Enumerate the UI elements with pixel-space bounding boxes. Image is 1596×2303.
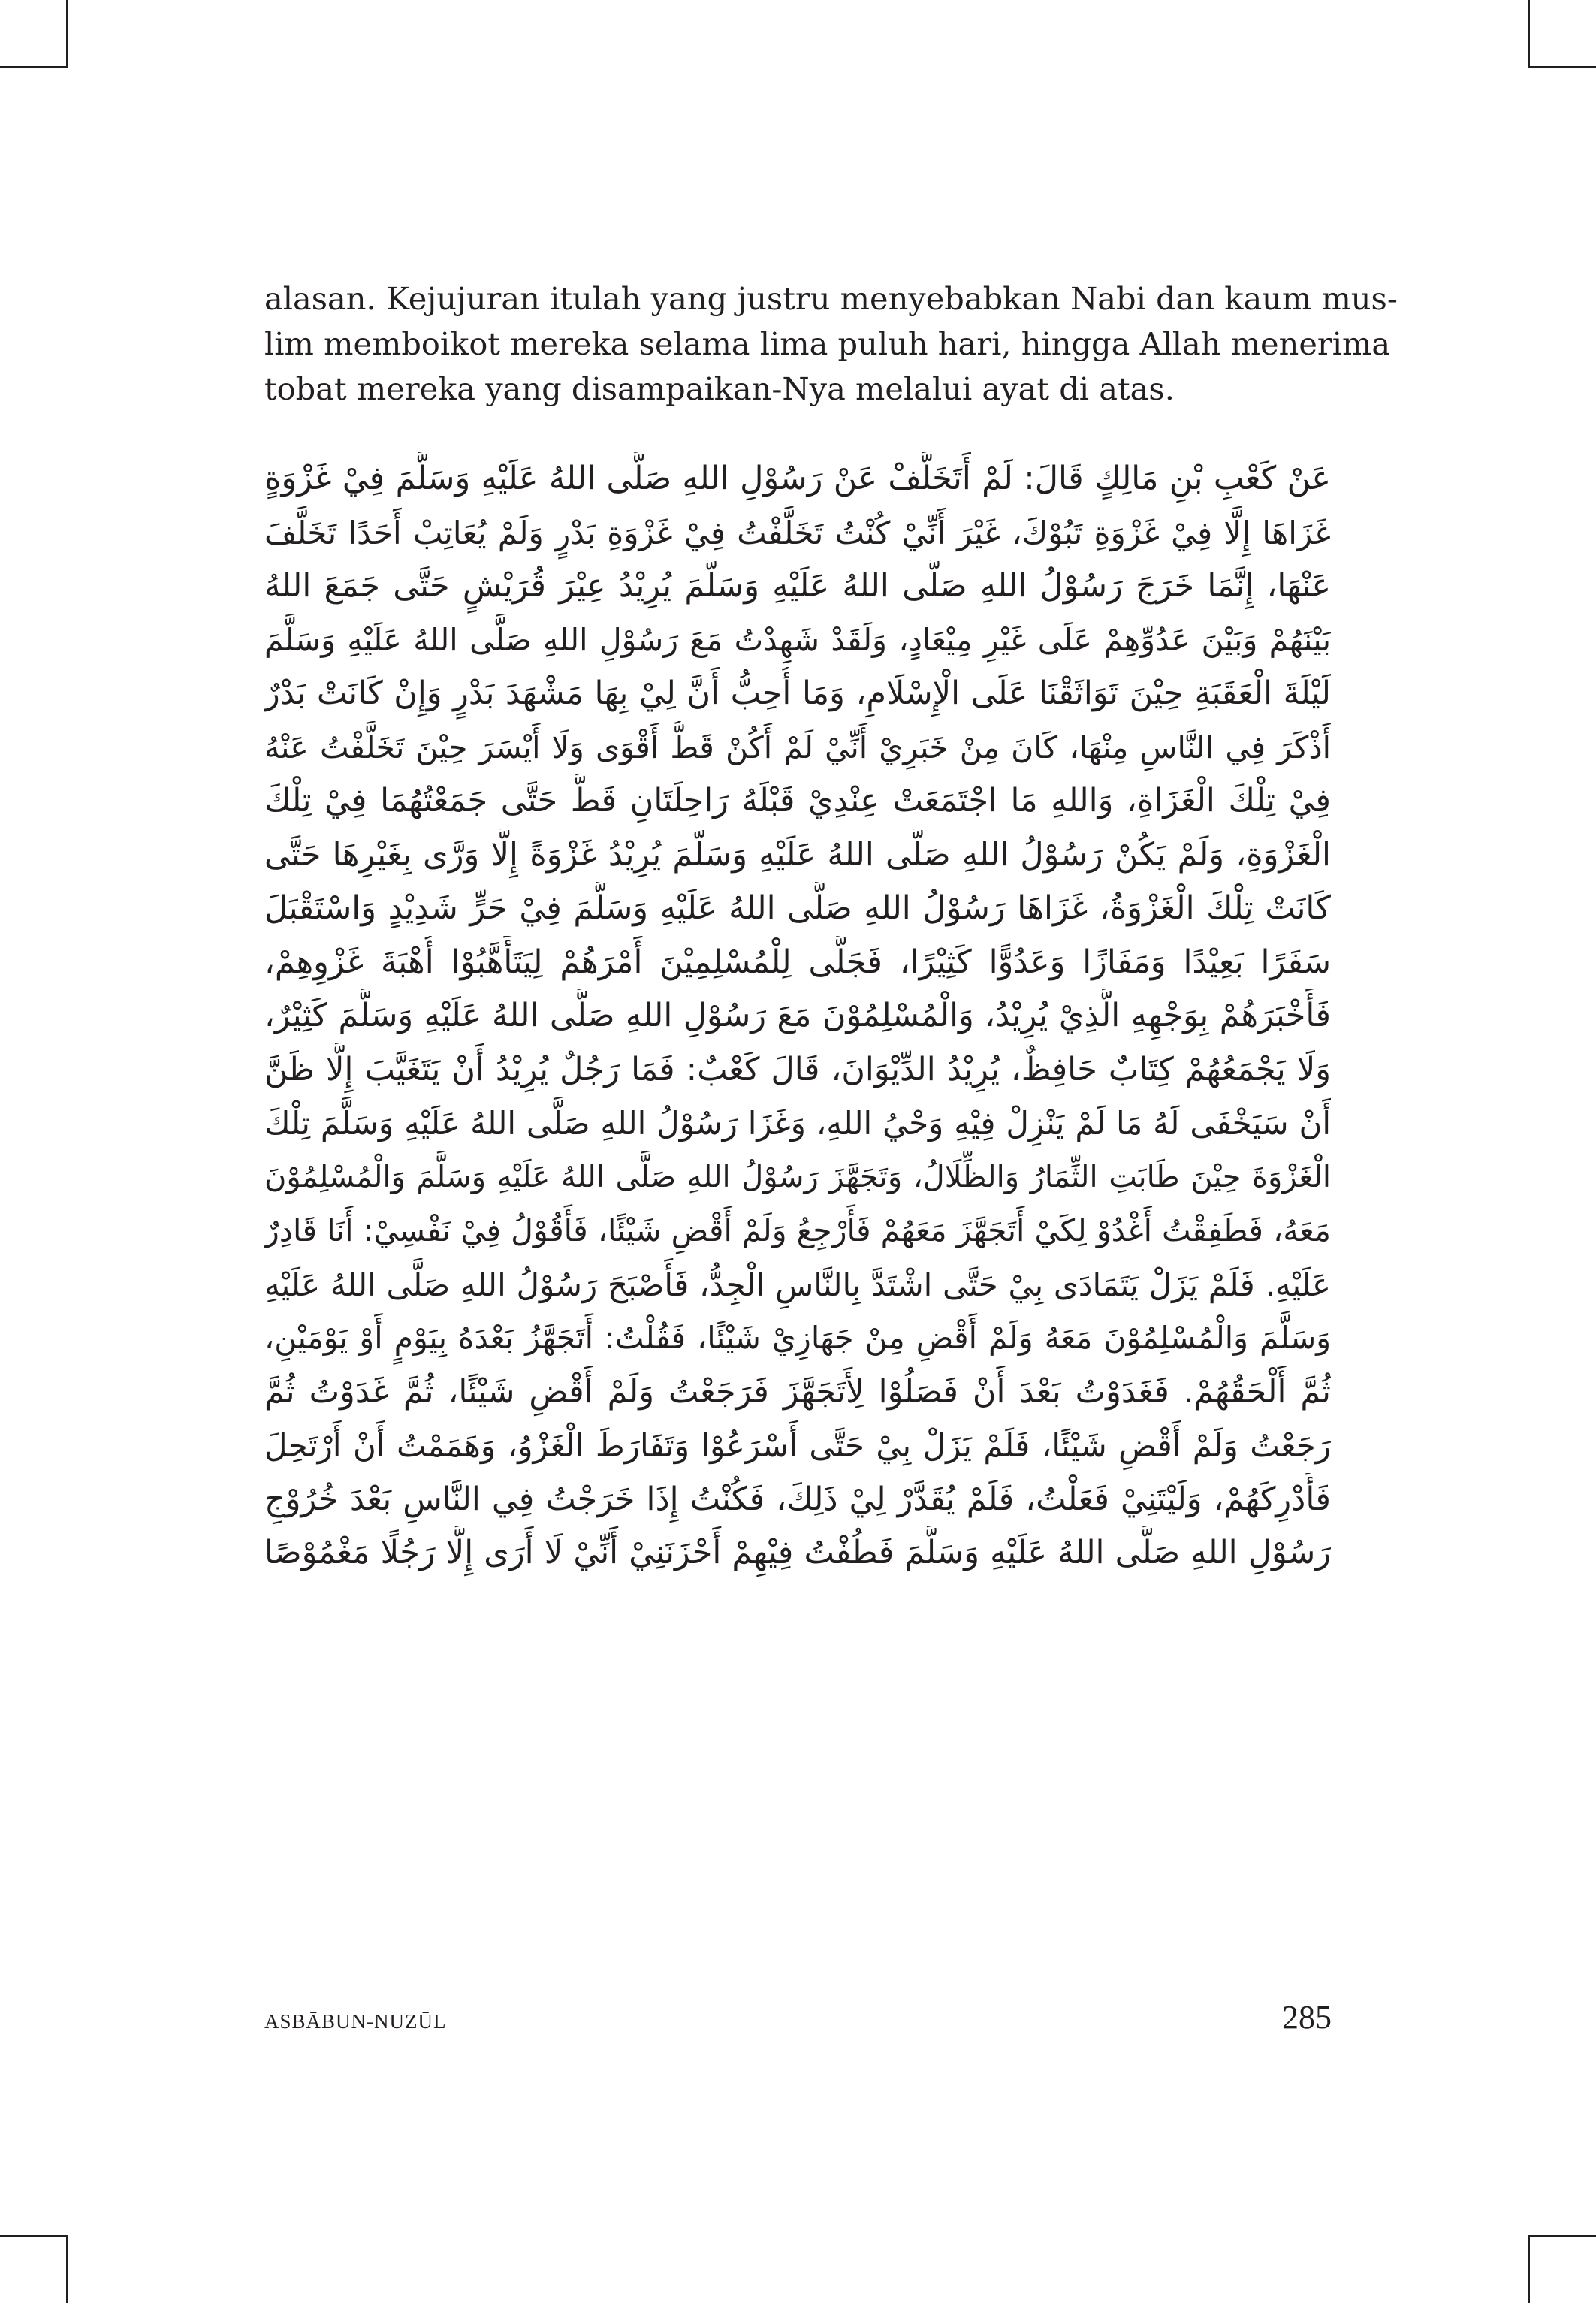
crop-mark-top-right-vertical: [1528, 0, 1530, 68]
crop-mark-top-left-vertical: [66, 0, 68, 68]
intro-line: alasan. Kejujuran itulah yang justru menyebabkan Nabi dan kaum mus-: [264, 280, 1398, 317]
arabic-line: فِيْ تِلْكَ الْغَزَاةِ، وَاللهِ مَا اجْتَمَعَتْ عِنْدِيْ قَبْلَهُ رَاحِلَتَانِ قَطُّ حَتَّى جَمَعْتُهُمَا فِيْ تِلْكَ: [264, 782, 1331, 819]
arabic-line: غَزَاهَا إِلَّا فِيْ غَزْوَةِ تَبُوْكَ، غَيْرَ أَنِّيْ كُنْتُ تَخَلَّفْتُ فِيْ غَزْوَةِ بَدْرٍ وَلَمْ يُعَاتِبْ أَحَدًا تَخَلَّفَ: [264, 514, 1331, 551]
arabic-line: عَلَيْهِ. فَلَمْ يَزَلْ يَتَمَادَى بِيْ حَتَّى اشْتَدَّ بِالنَّاسِ الْجِدُّ، فَأَصْبَحَ رَسُوْلُ اللهِ صَلَّى اللهُ عَلَيْهِ: [264, 1266, 1331, 1303]
arabic-line: وَلَا يَجْمَعُهُمْ كِتَابٌ حَافِظٌ، يُرِيْدُ الدِّيْوَانَ، قَالَ كَعْبٌ: فَمَا رَجُلٌ يُرِيْدُ أَنْ يَتَغَيَّبَ إِلَّا ظَنَّ: [264, 1050, 1331, 1088]
arabic-line: عَنْهَا، إِنَّمَا خَرَجَ رَسُوْلُ اللهِ صَلَّى اللهُ عَلَيْهِ وَسَلَّمَ يُرِيْدُ عِيْرَ قُرَيْشٍ حَتَّى جَمَعَ اللهُ: [264, 567, 1331, 605]
arabic-line: وَسَلَّمَ وَالْمُسْلِمُوْنَ مَعَهُ وَلَمْ أَقْضِ مِنْ جَهَازِيْ شَيْئًا، فَقُلْتُ: أَتَجَهَّزُ بَعْدَهُ بِيَوْمٍ أَوْ يَوْمَيْنِ،: [264, 1320, 1331, 1356]
arabic-line: كَانَتْ تِلْكَ الْغَزْوَةُ، غَزَاهَا رَسُوْلُ اللهِ صَلَّى اللهُ عَلَيْهِ وَسَلَّمَ فِيْ حَرٍّ شَدِيْدٍ وَاسْتَقْبَلَ: [264, 889, 1331, 927]
arabic-line: رَجَعْتُ وَلَمْ أَقْضِ شَيْئًا، فَلَمْ يَزَلْ بِيْ حَتَّى أَسْرَعُوْا وَتَفَارَطَ الْغَزْوُ، وَهَمَمْتُ أَنْ أَرْتَحِلَ: [264, 1427, 1331, 1464]
intro-line: lim memboikot mereka selama lima puluh hari, hingga Allah menerima: [264, 325, 1391, 362]
arabic-line: ثُمَّ أَلْحَقُهُمْ. فَغَدَوْتُ بَعْدَ أَنْ فَصَلُوْا لِأَتَجَهَّزَ فَرَجَعْتُ وَلَمْ أَقْضِ شَيْئًا، ثُمَّ غَدَوْتُ ثُمَّ: [264, 1372, 1331, 1411]
intro-line: tobat mereka yang disampaikan-Nya melalui ayat di atas.: [264, 370, 1175, 407]
intro-paragraph: [264, 276, 1398, 412]
arabic-line: مَعَهُ، فَطَفِقْتُ أَغْدُوْ لِكَيْ أَتَجَهَّزَ مَعَهُمْ فَأَرْجِعُ وَلَمْ أَقْضِ شَيْئًا، فَأَقُوْلُ فِيْ نَفْسِيْ: أَنَا قَادِرٌ: [264, 1212, 1331, 1248]
arabic-line: فَأُدْرِكَهُمْ، وَلَيْتَنِيْ فَعَلْتُ، فَلَمْ يُقَدَّرْ لِيْ ذَلِكَ، فَكُنْتُ إِذَا خَرَجْتُ فِي النَّاسِ بَعْدَ خُرُوْجِ: [264, 1480, 1331, 1518]
crop-mark-bottom-left-horizontal: [0, 2235, 68, 2237]
crop-mark-bottom-left-vertical: [66, 2235, 68, 2303]
page-number: 285: [1282, 1999, 1332, 2036]
crop-mark-bottom-right-horizontal: [1528, 2235, 1596, 2237]
arabic-hadith-text: [264, 452, 1331, 1580]
arabic-line: فَأَخْبَرَهُمْ بِوَجْهِهِ الَّذِيْ يُرِيْدُ، وَالْمُسْلِمُوْنَ مَعَ رَسُوْلِ اللهِ صَلَّى اللهُ عَلَيْهِ وَسَلَّمَ كَثِيْرٌ،: [264, 997, 1331, 1034]
crop-mark-top-left-horizontal: [0, 66, 68, 68]
crop-mark-bottom-right-vertical: [1528, 2235, 1530, 2303]
arabic-line: بَيْنَهُمْ وَبَيْنَ عَدُوِّهِمْ عَلَى غَيْرِ مِيْعَادٍ، وَلَقَدْ شَهِدْتُ مَعَ رَسُوْلِ اللهِ صَلَّى اللهُ عَلَيْهِ وَسَلَّمَ: [264, 621, 1331, 658]
arabic-line: الْغَزْوَةَ حِيْنَ طَابَتِ الثِّمَارُ وَالظِّلَالُ، وَتَجَهَّزَ رَسُوْلُ اللهِ صَلَّى اللهُ عَلَيْهِ وَسَلَّمَ وَالْمُسْلِمُوْنَ: [264, 1159, 1331, 1194]
running-footer-title: ASBĀBUN-NUZŪL: [264, 2010, 447, 2033]
crop-mark-top-right-horizontal: [1528, 66, 1596, 68]
arabic-line: الْغَزْوَةِ، وَلَمْ يَكُنْ رَسُوْلُ اللهِ صَلَّى اللهُ عَلَيْهِ وَسَلَّمَ يُرِيْدُ غَزْوَةً إِلَّا وَرَّى بِغَيْرِهَا حَتَّى: [264, 835, 1331, 874]
arabic-line: عَنْ كَعْبِ بْنِ مَالِكٍ قَالَ: لَمْ أَتَخَلَّفْ عَنْ رَسُوْلِ اللهِ صَلَّى اللهُ عَلَيْهِ وَسَلَّمَ فِيْ غَزْوَةٍ: [264, 460, 1331, 497]
arabic-line: رَسُوْلِ اللهِ صَلَّى اللهُ عَلَيْهِ وَسَلَّمَ فَطُفْتُ فِيْهِمْ أَحْزَنَنِيْ أَنِّيْ لَا أَرَى إِلَّا رَجُلًا مَغْمُوْصًا: [264, 1534, 1331, 1571]
arabic-line: سَفَرًا بَعِيْدًا وَمَفَازًا وَعَدُوًّا كَثِيْرًا، فَجَلَّى لِلْمُسْلِمِيْنَ أَمْرَهُمْ لِيَتَأَهَّبُوْا أُهْبَةَ غَزْوِهِمْ،: [264, 943, 1331, 981]
arabic-line: أَنْ سَيَخْفَى لَهُ مَا لَمْ يَنْزِلْ فِيْهِ وَحْيُ اللهِ، وَغَزَا رَسُوْلُ اللهِ صَلَّى اللهُ عَلَيْهِ وَسَلَّمَ تِلْكَ: [264, 1105, 1331, 1142]
arabic-line: أَذْكَرَ فِي النَّاسِ مِنْهَا، كَانَ مِنْ خَبَرِيْ أَنِّيْ لَمْ أَكُنْ قَطُّ أَقْوَى وَلَا أَيْسَرَ حِيْنَ تَخَلَّفْتُ عَنْهُ: [264, 729, 1331, 765]
arabic-line: لَيْلَةَ الْعَقَبَةِ حِيْنَ تَوَاثَقْنَا عَلَى الْإِسْلَامِ، وَمَا أُحِبُّ أَنَّ لِيْ بِهَا مَشْهَدَ بَدْرٍ وَإِنْ كَانَتْ بَدْرٌ: [264, 675, 1331, 712]
